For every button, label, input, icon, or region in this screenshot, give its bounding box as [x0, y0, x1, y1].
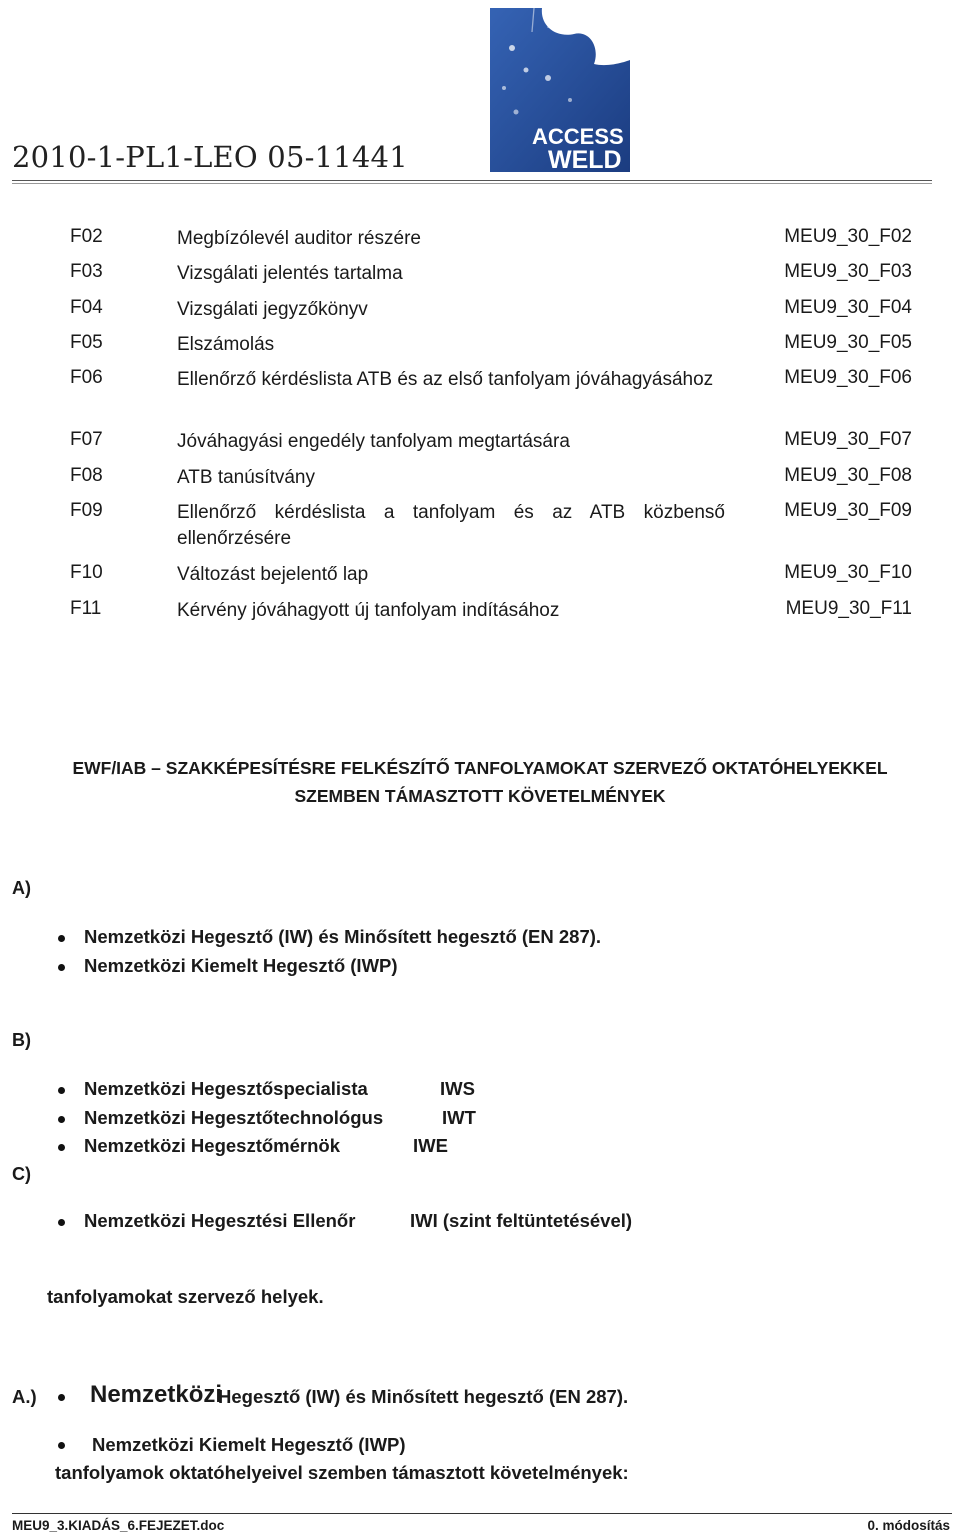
- list-item: Nemzetközi Hegesztőmérnök: [84, 1135, 340, 1156]
- section-heading: [40, 754, 920, 810]
- form-reference: MEU9_30_F05: [784, 332, 912, 353]
- bullet-icon: [58, 964, 65, 971]
- subsection-caption: tanfolyamok oktatóhelyeivel szemben támasztott követelmények:: [55, 1462, 629, 1483]
- form-title: ATB tanúsítvány: [177, 467, 315, 488]
- document-id: 2010-1-PL1-LEO 05-11441: [12, 140, 408, 174]
- bullet-icon: [58, 1219, 65, 1226]
- subsection-item: Nemzetközi Kiemelt Hegesztő (IWP): [92, 1434, 406, 1455]
- closing-text: tanfolyamokat szervező helyek.: [47, 1286, 324, 1307]
- form-title: Változást bejelentő lap: [177, 564, 369, 585]
- bullet-icon: [58, 1442, 65, 1449]
- footer-divider: [12, 1513, 952, 1514]
- qualification-abbr: IWI (szint feltüntetésével): [410, 1210, 633, 1231]
- bullet-icon: [58, 1394, 65, 1401]
- form-title: Elszámolás: [177, 334, 275, 355]
- form-code: F10: [70, 562, 103, 583]
- form-code: F03: [70, 261, 103, 282]
- section-heading-line2: SZEMBEN TÁMASZTOTT KÖVETELMÉNYEK: [294, 786, 666, 806]
- form-reference: MEU9_30_F11: [785, 598, 912, 619]
- bullet-icon: [58, 1116, 65, 1123]
- form-code: F09: [70, 500, 103, 521]
- section-heading-line1: EWF/IAB – SZAKKÉPESÍTÉSRE FELKÉSZÍTŐ TANFOLYAMOKAT SZERVEZŐ OKTATÓHELYEKKEL: [72, 758, 888, 778]
- form-code: F04: [70, 297, 103, 318]
- form-reference: MEU9_30_F08: [784, 465, 912, 486]
- logo-text-access: ACCESS: [532, 124, 624, 149]
- access-weld-logo: [490, 8, 630, 172]
- subsection-item: Hegesztő (IW) és Minősített hegesztő (EN 287).: [218, 1386, 629, 1407]
- form-reference: MEU9_30_F09: [784, 500, 912, 521]
- form-code: F05: [70, 332, 103, 353]
- qualification-abbr: IWS: [440, 1078, 475, 1099]
- form-title: Vizsgálati jelentés tartalma: [177, 263, 403, 284]
- subsection-item-keyword: Nemzetközi: [90, 1381, 223, 1408]
- bullet-icon: [58, 935, 65, 942]
- header-divider: [12, 180, 932, 184]
- form-title: Vizsgálati jegyzőkönyv: [177, 299, 368, 320]
- form-reference: MEU9_30_F10: [784, 562, 912, 583]
- form-code: F11: [70, 598, 102, 619]
- form-reference: MEU9_30_F06: [784, 367, 912, 388]
- form-code: F08: [70, 465, 103, 486]
- form-title: Megbízólevél auditor részére: [177, 228, 421, 249]
- form-code: F07: [70, 429, 103, 450]
- qualification-abbr: IWE: [413, 1135, 448, 1156]
- form-title: Jóváhagyási engedély tanfolyam megtartására: [177, 431, 570, 452]
- form-reference: MEU9_30_F03: [784, 261, 912, 282]
- form-code: F02: [70, 226, 103, 247]
- bullet-icon: [58, 1087, 65, 1094]
- subsection-label: A.): [12, 1386, 37, 1407]
- list-item: Nemzetközi Kiemelt Hegesztő (IWP): [84, 955, 398, 976]
- footer-revision: 0. módosítás: [867, 1518, 950, 1533]
- qualification-abbr: IWT: [442, 1107, 476, 1128]
- list-item: Nemzetközi Hegesztési Ellenőr: [84, 1210, 356, 1231]
- form-reference: MEU9_30_F07: [784, 429, 912, 450]
- form-reference: MEU9_30_F02: [784, 226, 912, 247]
- logo-text-weld: WELD: [548, 146, 622, 172]
- section-b-label: B): [12, 1030, 31, 1050]
- section-c-label: C): [12, 1164, 31, 1184]
- form-title: Ellenőrző kérdéslista ATB és az első tanfolyam jóváhagyásához: [177, 369, 714, 390]
- list-item: Nemzetközi Hegesztő (IW) és Minősített hegesztő (EN 287).: [84, 926, 602, 947]
- section-a-label: A): [12, 878, 31, 898]
- list-item: Nemzetközi Hegesztőtechnológus: [84, 1107, 384, 1128]
- form-reference: MEU9_30_F04: [784, 297, 912, 318]
- form-title: Kérvény jóváhagyott új tanfolyam indításához: [177, 600, 560, 621]
- bullet-icon: [58, 1144, 65, 1151]
- form-title: Ellenőrző kérdéslista a tanfolyam és az ATB közbenső ellenőrzésére: [177, 502, 725, 549]
- footer-filename: MEU9_3.KIADÁS_6.FEJEZET.doc: [12, 1518, 225, 1533]
- form-code: F06: [70, 367, 103, 388]
- list-item: Nemzetközi Hegesztőspecialista: [84, 1078, 368, 1099]
